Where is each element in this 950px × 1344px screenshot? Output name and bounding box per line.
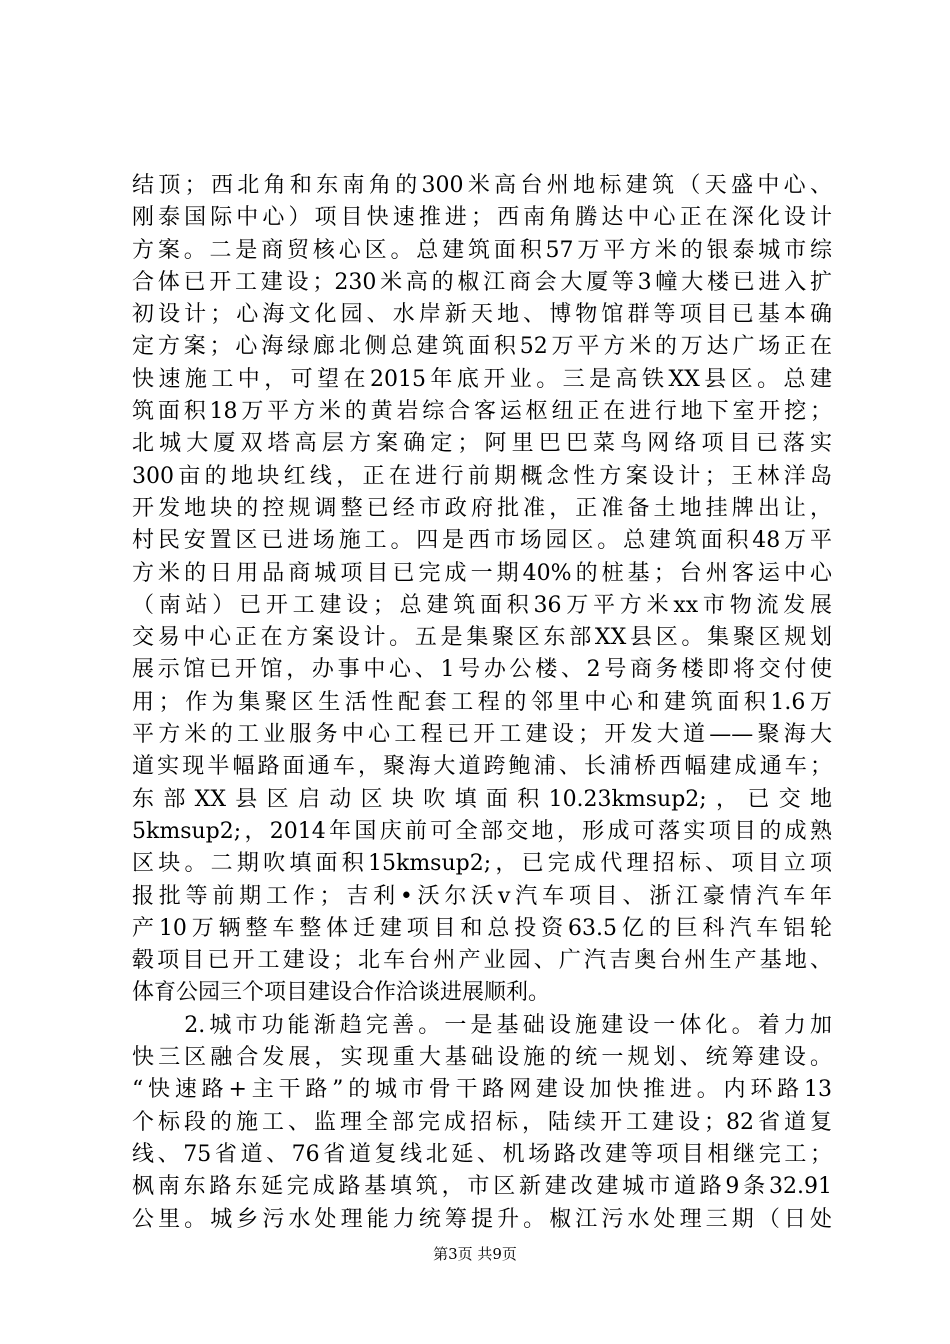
- text-line: 筑面积18万平方米的黄岩综合客运枢纽正在进行地下室开挖；: [132, 399, 832, 425]
- text-line: 道实现半幅路面通车，聚海大道跨鲍浦、长浦桥西幅建成通车；: [132, 754, 832, 780]
- text-line: 区块。二期吹填面积15kmsup2;，已完成代理招标、项目立项: [132, 851, 832, 877]
- text-line: 东部XX县区启动区块吹填面积10.23kmsup2;，已交地: [132, 786, 832, 812]
- text-line: 方案。二是商贸核心区。总建筑面积57万平方米的银泰城市综: [132, 237, 832, 263]
- text-line: 展示馆已开馆，办事中心、1号办公楼、2号商务楼即将交付使: [132, 657, 832, 683]
- text-line: 初设计；心海文化园、水岸新天地、博物馆群等项目已基本确: [132, 302, 832, 328]
- text-line: 刚泰国际中心）项目快速推进；西南角腾达中心正在深化设计: [132, 205, 832, 231]
- page-footer: 第3页 共9页: [433, 1245, 517, 1263]
- text-line: 报批等前期工作；吉利•沃尔沃v汽车项目、浙江豪情汽车年: [132, 883, 832, 909]
- text-line: 产10万辆整车整体迁建项目和总投资63.5亿的巨科汽车铝轮: [132, 915, 832, 941]
- text-line: 方米的日用品商城项目已完成一期40%的桩基；台州客运中心: [132, 560, 832, 586]
- text-line: 快三区融合发展，实现重大基础设施的统一规划、统筹建设。: [132, 1045, 832, 1071]
- text-line: 公里。城乡污水处理能力统筹提升。椒江污水处理三期（日处: [132, 1206, 832, 1232]
- body-text: [132, 170, 832, 1236]
- text-line: 个标段的施工、监理全部完成招标，陆续开工建设；82省道复: [132, 1109, 832, 1135]
- text-line: 5kmsup2;，2014年国庆前可全部交地，形成可落实项目的成熟: [132, 818, 832, 844]
- text-line: 北城大厦双塔高层方案确定；阿里巴巴菜鸟网络项目已落实: [132, 431, 832, 457]
- text-line: 枫南东路东延完成路基填筑，市区新建改建城市道路9条32.91: [132, 1174, 832, 1200]
- paragraph-end-line: 体育公园三个项目建设合作洽谈进展顺利。: [132, 980, 551, 1006]
- text-line: 开发地块的控规调整已经市政府批准，正准备土地挂牌出让，: [132, 495, 832, 521]
- text-line: 村民安置区已进场施工。四是西市场园区。总建筑面积48万平: [132, 528, 832, 554]
- text-line: 定方案；心海绿廊北侧总建筑面积52万平方米的万达广场正在: [132, 334, 832, 360]
- text-line: 线、75省道、76省道复线北延、机场路改建等项目相继完工；: [132, 1141, 832, 1167]
- text-line: 交易中心正在方案设计。五是集聚区东部XX县区。集聚区规划: [132, 625, 832, 651]
- text-line: 毂项目已开工建设；北车台州产业园、广汽吉奥台州生产基地、: [132, 948, 832, 974]
- text-line: 平方米的工业服务中心工程已开工建设；开发大道——聚海大: [132, 722, 832, 748]
- text-line: 快速施工中，可望在2015年底开业。三是高铁XX县区。总建: [132, 366, 832, 392]
- text-line: 结顶；西北角和东南角的300米高台州地标建筑（天盛中心、: [132, 173, 832, 198]
- text-line: 用；作为集聚区生活性配套工程的邻里中心和建筑面积1.6万: [132, 689, 832, 715]
- text-line: （南站）已开工建设；总建筑面积36万平方米xx市物流发展: [132, 592, 832, 618]
- text-line: 300亩的地块红线，正在进行前期概念性方案设计；王林洋岛: [132, 463, 832, 489]
- text-line: “快速路+主干路”的城市骨干路网建设加快推进。内环路13: [132, 1077, 832, 1103]
- paragraph-start-line: 2.城市功能渐趋完善。一是基础设施建设一体化。着力加: [132, 1012, 832, 1038]
- text-line: 合体已开工建设；230米高的椒江商会大厦等3幢大楼已进入扩: [132, 269, 832, 295]
